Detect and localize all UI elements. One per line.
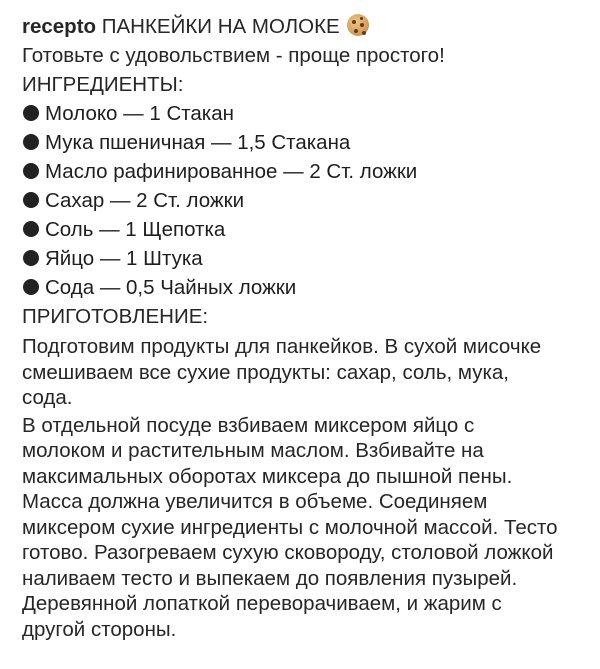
username-link[interactable]: recepto: [22, 15, 97, 38]
caption-title-line: [22, 12, 592, 41]
ingredient-label: Молоко — 1 Стакан: [45, 102, 234, 125]
ingredient-item: [22, 128, 592, 157]
tagline: Готовьте с удовольствием - проще простого!: [22, 44, 445, 67]
ingredients-heading: ИНГРЕДИЕНТЫ:: [22, 73, 184, 96]
ingredient-item: [22, 157, 592, 186]
ingredient-item: [22, 186, 592, 215]
bullet-icon: [23, 221, 39, 237]
bullet-icon: [23, 134, 39, 150]
ingredients-list: [22, 99, 592, 302]
cookie-icon: [347, 14, 369, 36]
ingredient-label: Сахар — 2 Ст. ложки: [45, 189, 245, 212]
ingredient-label: Яйцо — 1 Штука: [45, 247, 203, 270]
ingredient-item: [22, 215, 592, 244]
ingredient-label: Сода — 0,5 Чайных ложки: [45, 276, 297, 299]
preparation-step: В отдельной посуде взбиваем миксером яйцо с молоком и растительным маслом. Взбивайте на максимальных оборотах миксера до пышной пены. Масса должна увеличится в объеме. Соединяем миксером сухие ингредиенты с молочной массой. Тесто готово. Разогреваем сухую сковороду, столовой ложкой наливаем тесто и выпекаем до появления пузырей. Деревянной лопаткой переворачиваем, и жарим с другой стороны.: [22, 413, 558, 641]
ingredient-label: Мука пшеничная — 1,5 Стакана: [45, 131, 351, 154]
recipe-title: ПАНКЕЙКИ НА МОЛОКЕ: [101, 15, 340, 38]
bullet-icon: [23, 192, 39, 208]
bullet-icon: [23, 250, 39, 266]
ingredient-item: [22, 273, 592, 302]
bullet-icon: [23, 279, 39, 295]
ingredient-label: Соль — 1 Щепотка: [45, 218, 226, 241]
bullet-icon: [23, 105, 39, 121]
preparation-step: Подготовим продукты для панкейков. В сухой мисочке смешиваем все сухие продукты: сахар, соль, мука, сода.: [22, 335, 542, 409]
bullet-icon: [23, 163, 39, 179]
preparation-heading: ПРИГОТОВЛЕНИЕ:: [22, 305, 209, 328]
ingredient-item: [22, 99, 592, 128]
ingredient-label: Масло рафинированное — 2 Ст. ложки: [45, 160, 418, 183]
post-caption: [22, 12, 592, 642]
ingredient-item: [22, 244, 592, 273]
